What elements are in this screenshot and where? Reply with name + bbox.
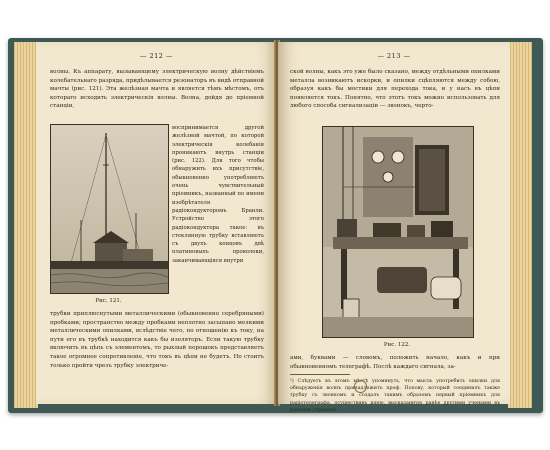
library-stamp-mark [354, 380, 367, 393]
station-photo-illustration [323, 127, 473, 337]
side-column-text: воспринимается другой желѣзной мачтой, по которой электрическія колебанія проникаютъ внутрь станціи (рис. 122). Для того чтобы обнаружить ихъ присутствіе, обыкновенно употребляютъ очень чувствительный пріемникъ, названный по имени изобрѣтателя радіокондукторомъ Бранли. Устройство этого радіокондуктора такое: въ стеклянную трубку вставляютъ съ двухъ концовъ двѣ платиновыхъ проволоки, заканчивающіяся внутри [172, 125, 264, 264]
page-number: — 212 — [139, 52, 174, 60]
right-page [278, 42, 510, 413]
paragraph [50, 68, 264, 111]
page-edges-right [508, 42, 532, 408]
figure-caption: Рис. 122. [383, 342, 411, 348]
figure-caption: Рис. 121. [95, 298, 122, 304]
footnote: ¹) Слѣдуетъ въ этомъ мѣстѣ упомянуть, что мысль употребить опилки для обнаруженія волнъ принадлежитъ проф. Попову, который соединилъ также трубку съ звонкомъ и создалъ такимъ образомъ первый пріемникъ для радіотелеграфа, осуществивъ идею, высказанную ранѣе другими учеными въ разныхъ странахъ. [290, 379, 500, 413]
paragraph-text: волны. Къ аппарату, вызывающему электрическую волну дѣйствіемъ колебательнаго разряда, придѣлывается резонаторъ въ видѣ отправной мачты (рис. 121). Эта желѣзная мачта и является тѣмъ мѣстомъ, отъ котораго исходить электрическія волны. Волна, дойдя до пріемной станціи, [50, 69, 264, 110]
page-number: — 213 — [377, 52, 411, 60]
ship-photo-illustration [51, 125, 168, 293]
paragraph-bottom: ами, буквами — словомъ, положить начало, какъ и при обыкновенномъ телеграфѣ. Послѣ каждаго сигнала, за- [290, 355, 500, 370]
footnote-divider [290, 374, 350, 375]
paragraph-top: ской волны, какъ это уже было сказано, между отдѣльными опилками металла возникаютъ искорки, и опилки сцѣпляются между собою, образуя какъ бы мостики для перехода тока, и у насъ въ цѣпи появляется токъ. Понятно, что этотъ токъ можно использовать для любого способа сигнализаціи — звонокъ, черто- [290, 69, 500, 110]
left-page [36, 42, 277, 404]
figure-121-ship-mast [50, 124, 169, 294]
paragraph-bottom: трубки приплюснутыми металлическими (обыкновенно серебряными) пробками; пространство между пробками неплотно засыпано мелкими металлическими опилками, вслѣдствіе чего, по отношенію къ току, на пути его въ трубкѣ находится какъ бы изоляторъ. Если такую трубку включить въ цѣпь съ элементомъ, то рыхлый порошокъ представляетъ такое огромное сопротивленіе, что токъ въ цѣпи не будетъ. Но стоитъ только пройти чрезъ трубку электриче- [50, 311, 264, 369]
page-edges-left [14, 42, 38, 408]
figure-122-receiving-station [322, 126, 474, 338]
